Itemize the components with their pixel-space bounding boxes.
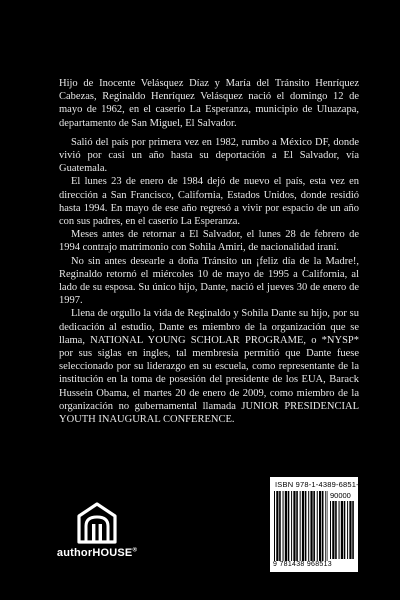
bio-paragraph: Meses antes de retornar a El Salvador, el lunes 28 de febrero de 1994 contrajo matrimonio con Sohila Amiri, de nacionalidad iraní. xyxy=(59,229,359,254)
ean-digits: 9 781438 968513 xyxy=(273,561,332,568)
publisher-name: authorHOUSE® xyxy=(56,547,138,559)
price-code: 90000 xyxy=(330,491,351,500)
bio-paragraph: El lunes 23 de enero de 1984 dejó de nuevo el país, esta vez en dirección a San Francisco, California, Estados Unidos, donde residió hasta 1994. En mayo de ese año regresó a vivir por espacio de un año con sus padres, en el caserío La Esperanza. xyxy=(59,176,359,228)
authorhouse-logo-icon xyxy=(75,502,119,544)
publisher-logo xyxy=(54,502,140,559)
isbn-barcode-box xyxy=(270,477,364,572)
bio-paragraph: Llena de orgullo la vida de Reginaldo y Sohila Dante su hijo, por su dedicación al estudio, Dante es miembro de la organización que se llama, NATIONAL YOUNG SCHOLAR PROGRAME, o *NYSP* por sus siglas en ingles, tal membresía permitió que Dante fuese seleccionado por su liderazgo en su escuela, como representante de la institución en la toma de posesión del presidente de los EUA, Barack Hussein Obama, el martes 20 de enero de 2009, como miembro de la organización no gubernamental llamada JUNIOR PRESIDENCIAL YOUTH INAUGURAL CONFERENCE. xyxy=(59,308,359,426)
bio-paragraph: Hijo de Inocente Velásquez Díaz y María del Tránsito Henríquez Cabezas, Reginaldo Henríquez Velásquez nació el domingo 12 de mayo de 1962, en el caserío La Esperanza, municipio de Uluazapa, departamento de San Miguel, El Salvador. xyxy=(59,78,359,129)
price-addon-barcode xyxy=(330,501,354,559)
bio-paragraph: Salió del país por primera vez en 1982, rumbo a México DF, donde vivió por casi un año hasta su deportación a El Salvador, vía Guatemala. xyxy=(59,136,359,175)
back-cover-biography xyxy=(59,77,359,426)
bio-paragraph: No sin antes desearle a doña Tránsito un ¡feliz día de la Madre!, Reginaldo retornó el miércoles 10 de mayo de 1995 a California, al lado de su esposa. Su único hijo, Dante, nació el jueves 30 de enero de 1997. xyxy=(59,255,359,307)
isbn-number: ISBN 978-1-4389-6851-3 xyxy=(275,480,364,489)
ean-barcode xyxy=(274,491,328,561)
